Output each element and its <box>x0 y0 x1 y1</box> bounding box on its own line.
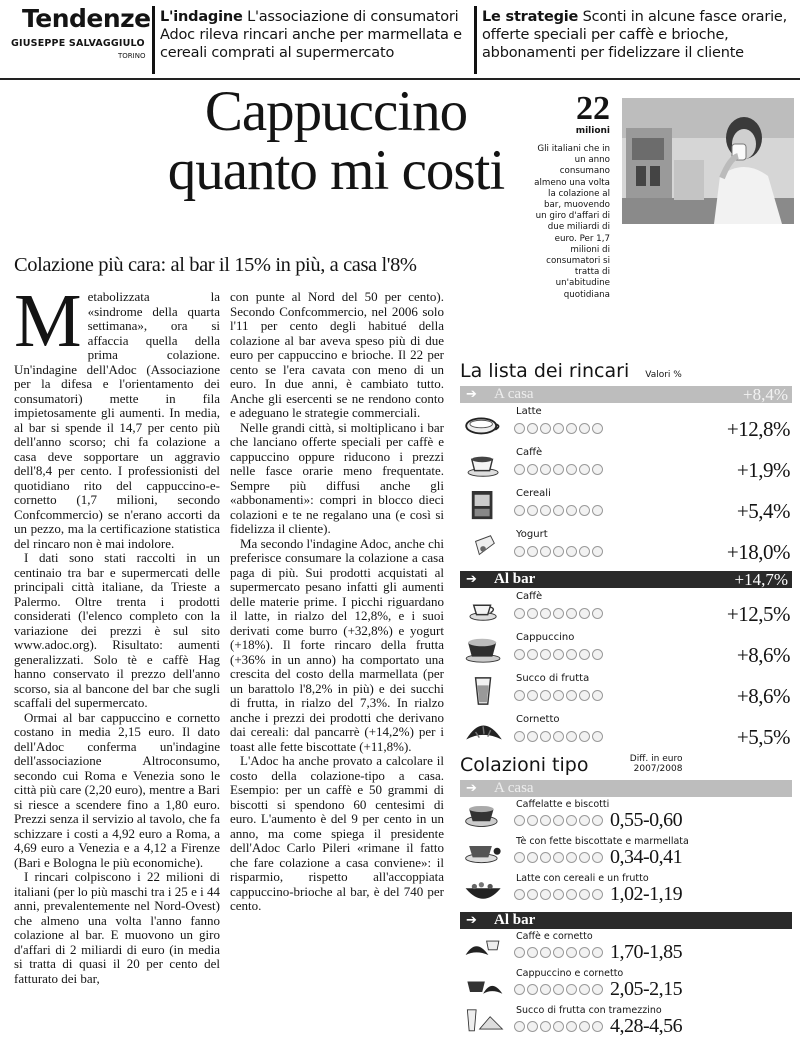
dot <box>592 1021 603 1032</box>
dot <box>514 546 525 557</box>
dot <box>540 464 551 475</box>
rincaro-item <box>460 485 792 526</box>
dot <box>566 984 577 995</box>
dot <box>527 852 538 863</box>
article-paragraph: I rincari colpiscono i 22 milioni di italiani (per lo più maschi tra i 25 e i 44 anni, prevalentemente nel Nord-Ovest) che almeno una volta l'anno fanno colazione al bar. E muovono un giro d'affari di 2 miliardi di euro (in media si tratta di quasi il 20 per cento del fatturato dei bar, <box>14 869 220 986</box>
rating-dots <box>514 1021 603 1032</box>
dot <box>527 984 538 995</box>
dot <box>566 815 577 826</box>
dot <box>566 947 577 958</box>
dot <box>566 690 577 701</box>
dot <box>553 1021 564 1032</box>
colazioni-unit: Diff. in euro 2007/2008 <box>629 754 683 774</box>
dot <box>579 947 590 958</box>
dot <box>592 464 603 475</box>
dot <box>540 690 551 701</box>
dot <box>566 649 577 660</box>
dot <box>514 505 525 516</box>
dot <box>592 608 603 619</box>
colazione-item-name: Caffè e cornetto <box>516 931 593 942</box>
dot <box>527 649 538 660</box>
rincaro-item-name: Caffè <box>516 447 543 458</box>
teaser-strategie <box>482 8 794 62</box>
stat-unit: milioni <box>575 126 610 136</box>
dot <box>592 815 603 826</box>
dot <box>540 731 551 742</box>
dot <box>553 947 564 958</box>
rincaro-item-value: +5,5% <box>736 725 790 749</box>
dot <box>514 889 525 900</box>
dot <box>514 690 525 701</box>
dot <box>592 690 603 701</box>
cappuccino-croissant-icon <box>462 971 506 999</box>
rincaro-item-name: Cappuccino <box>516 632 575 643</box>
dot <box>514 649 525 660</box>
rincaro-item <box>460 526 792 567</box>
colazione-item <box>460 871 792 908</box>
paragraph-text: etabolizzata la «sindrome della quarta settimana», ora si affaccia quella della prima colazione. Un'indagine dell'Adoc (Associazione per la difesa e l'orientamento dei consumatori) mette in fila impietosamente gli aumenti. In media, al bar si spende il 14,7 per cento più dell'anno scorso; chi fa colazione a casa deve sopportare un aggravio dell'8,4 per cento. I professionisti del quotidiano rito del cappuccino-e-cornetto (1,7 milioni, secondo Confcommercio) se n'erano accorti da un pezzo, ma la certificazione statistica del rincaro non è mai indolore. <box>14 289 220 551</box>
rincari-title <box>460 360 792 382</box>
rincaro-item-name: Latte <box>516 406 542 417</box>
tea-cup-icon <box>462 839 506 867</box>
rincaro-item-value: +8,6% <box>736 643 790 667</box>
teaser-indagine-text: L'associazione di consumatori Adoc rileva rincari anche per marmellata e cereali comprati al supermercato <box>160 9 462 61</box>
colazione-item <box>460 1003 792 1040</box>
dot <box>592 423 603 434</box>
colazione-item-value: 1,70-1,85 <box>610 941 683 963</box>
dot <box>579 546 590 557</box>
rincari-unit: Valori % <box>645 370 682 380</box>
stat-description: Gli italiani che in un anno consumano almeno una volta la colazione al bar, muovendo un giro d'affari di due miliardi di euro. Per 1,7 milioni di consumatori si tratta di un'abitudine quotidiana <box>534 144 610 300</box>
rating-dots <box>514 731 603 742</box>
rincari-bar-bar <box>460 571 792 588</box>
dot <box>527 546 538 557</box>
colazione-item-name: Latte con cereali e un frutto <box>516 873 649 884</box>
article-paragraph: con punte al Nord del 50 per cento). Secondo Confcommercio, nel 2006 solo l'11 per cento degli habitué della colazione al bar aveva speso più di due euro per cappuccino e brioche. Il 22 per cento se l'era cavata con meno di un euro. In due anni, è cambiato tutto. Anche gli esercenti se ne rendono conto e adeguano le strategie commerciali. <box>230 289 444 420</box>
dot <box>592 852 603 863</box>
dot <box>553 852 564 863</box>
headline-line2: quanto mi costi <box>167 139 505 202</box>
section-title: Tendenze <box>22 4 151 33</box>
colazione-item <box>460 797 792 834</box>
article-paragraph <box>14 279 220 551</box>
section-header <box>0 0 152 72</box>
dot <box>566 608 577 619</box>
coffee-cup-icon <box>462 450 506 480</box>
dot <box>553 690 564 701</box>
teaser-strategie-text: Sconti in alcune fasce orarie, offerte speciali per caffè e brioche, abbonamenti per fidelizzare il cliente <box>482 9 788 61</box>
dot <box>540 608 551 619</box>
dot <box>579 505 590 516</box>
rincaro-item-value: +12,5% <box>726 602 790 626</box>
dot <box>553 546 564 557</box>
dot <box>553 649 564 660</box>
yogurt-icon <box>462 532 506 562</box>
dot <box>527 464 538 475</box>
rating-dots <box>514 947 603 958</box>
dot <box>527 947 538 958</box>
dot <box>566 505 577 516</box>
dot <box>514 947 525 958</box>
caffelatte-icon <box>462 802 506 830</box>
dot <box>579 1021 590 1032</box>
rincari-casa-label: A casa <box>494 386 534 402</box>
dot <box>579 464 590 475</box>
colazione-item-value: 2,05-2,15 <box>610 978 683 1000</box>
rincari-casa-bar <box>460 386 792 403</box>
dot <box>592 731 603 742</box>
rincaro-item <box>460 629 792 670</box>
dot <box>592 984 603 995</box>
colazioni-bar-label: Al bar <box>494 912 536 928</box>
dot <box>553 464 564 475</box>
article-paragraph: Ormai al bar cappuccino e cornetto costano in media 2,15 euro. Il dato dell'Adoc conferma un'indagine dell'associazione Altroconsumo, secondo cui Roma e Venezia sono le città più care (2,20 euro), mentre a Bari si riesce a scendere fino a 1,80 euro. Prezzi senza il servizio al tavolo, che fa schizzare i costi a 4,92 euro a Roma, a 4,69 euro a Venezia e a 4,12 a Firenze (Bari e Bologna le più economiche). <box>14 709 220 870</box>
dot <box>553 889 564 900</box>
cappuccino-cup-icon <box>462 635 506 665</box>
rincaro-item-value: +5,4% <box>736 499 790 523</box>
colazioni-casa-label: A casa <box>494 780 534 796</box>
colazione-item-name: Succo di frutta con tramezzino <box>516 1005 662 1016</box>
rincari-title-text: La lista dei rincari <box>460 360 630 382</box>
dot <box>553 815 564 826</box>
banner-divider <box>152 6 155 74</box>
coffee-croissant-icon <box>462 934 506 962</box>
dot <box>592 649 603 660</box>
dot <box>566 423 577 434</box>
rating-dots <box>514 690 603 701</box>
rincari-casa-total: +8,4% <box>743 385 788 404</box>
dot <box>540 649 551 660</box>
article-paragraph: Nelle grandi città, si moltiplicano i bar che lanciano offerte speciali per caffè e cappuccino oppure riducono i prezzi nelle fasce orarie meno frequentate. Sempre più diffusi anche gli «abbonamenti»: compri in blocco dieci colazioni e te ne regalano una (e così si fidelizza il cliente). <box>230 419 444 536</box>
dot <box>540 423 551 434</box>
rincaro-item <box>460 711 792 752</box>
dot <box>514 608 525 619</box>
dot <box>579 852 590 863</box>
rating-dots <box>514 608 603 619</box>
rincaro-item-name: Caffè <box>516 591 543 602</box>
croissant-icon <box>462 717 506 747</box>
rincaro-item-name: Cereali <box>516 488 551 499</box>
juice-sandwich-icon <box>462 1008 506 1036</box>
dot <box>540 815 551 826</box>
dot <box>514 1021 525 1032</box>
rating-dots <box>514 852 603 863</box>
dot <box>592 889 603 900</box>
dot <box>540 984 551 995</box>
dot <box>566 889 577 900</box>
dot <box>566 1021 577 1032</box>
banner-divider <box>474 6 477 74</box>
colazione-item-name: Cappuccino e cornetto <box>516 968 624 979</box>
dot <box>579 815 590 826</box>
rincaro-item-name: Succo di frutta <box>516 673 590 684</box>
dot <box>527 1021 538 1032</box>
rincaro-item-value: +8,6% <box>736 684 790 708</box>
dot <box>514 815 525 826</box>
dot <box>592 546 603 557</box>
article-paragraph: L'Adoc ha anche provato a calcolare il costo della colazione-tipo a casa. Esempio: per un caffè e 50 grammi di biscotti si spendono 60 centesimi di euro. L'aumento è del 9 per cento in un anno, ma come spiega il presidente dell'Adoc Carlo Pileri «rimane il fatto che fare colazione a casa conviene»: il risparmio, rispetto all'accoppiata cappuccino-brioche al bar, è del 740 per cento. <box>230 753 444 913</box>
dot <box>553 731 564 742</box>
dot <box>579 690 590 701</box>
subheadline: Colazione più cara: al bar il 15% in più, a casa l'8% <box>14 254 417 276</box>
dot <box>566 546 577 557</box>
colazione-item-value: 4,28-4,56 <box>610 1015 683 1037</box>
dot <box>579 731 590 742</box>
dot <box>592 505 603 516</box>
colazione-item <box>460 966 792 1003</box>
stat-number: 22 <box>576 90 610 127</box>
article-paragraph: Ma secondo l'indagine Adoc, anche chi preferisce consumare la colazione a casa paga di più. Sui prodotti acquistati al supermercato pesano infatti gli aumenti delle materie prime. I picchi riguardano il latte, in rialzo del 12,8%, e i suoi derivati come burro (+32,8%) e yogurt (+18%). Il forte rincaro della frutta (+36% in un anno) ha comportato una crescita del costo della marmellata (per un barattolo l'8,2% in più) e dei succhi di frutta, in rialzo del 7,3%. In rialzo anche i prezzi dei prodotti che derivano dai cereali: dal pancarrè (+14,2%) per i toast alle fette biscottate (+11,8%). <box>230 535 444 754</box>
rating-dots <box>514 423 603 434</box>
dot <box>592 947 603 958</box>
dot <box>553 423 564 434</box>
colazioni-bar-bar <box>460 912 792 929</box>
dot <box>579 649 590 660</box>
dot <box>527 815 538 826</box>
colazione-item-value: 1,02-1,19 <box>610 883 683 905</box>
rincaro-item <box>460 670 792 711</box>
rincaro-item <box>460 588 792 629</box>
article-paragraph: I dati sono stati raccolti in un centinaio tra bar e supermercati delle principali città italiane, da Trieste a Palermo. Oltre trenta i prodotti considerati (l'elenco completo con la variazione dei prezzi è sul sito www.adoc.org). Risultato: aumenti generalizzati. Solo tè e caffè Hag hanno conservato il prezzo dell'anno scorso, sia al bancone del bar che sugli scaffali del supermercato. <box>14 550 220 710</box>
article-column-1 <box>14 279 220 986</box>
dot <box>540 852 551 863</box>
colazione-item-name: Caffelatte e biscotti <box>516 799 610 810</box>
rating-dots <box>514 649 603 660</box>
dot <box>514 852 525 863</box>
rincaro-item-name: Yogurt <box>516 529 548 540</box>
dot <box>540 947 551 958</box>
cereal-box-icon <box>462 491 506 521</box>
rincari-bar-total: +14,7% <box>734 570 788 589</box>
rating-dots <box>514 984 603 995</box>
dot <box>579 889 590 900</box>
dot <box>514 464 525 475</box>
arrow-right-icon: ➔ <box>466 913 477 928</box>
rating-dots <box>514 889 603 900</box>
dot <box>527 608 538 619</box>
colazione-item-name: Tè con fette biscottate e marmellata <box>516 836 689 847</box>
dot <box>579 984 590 995</box>
rincaro-item <box>460 444 792 485</box>
rincaro-item-name: Cornetto <box>516 714 560 725</box>
stat-box <box>532 90 610 301</box>
dot <box>579 423 590 434</box>
dot <box>553 984 564 995</box>
author-city: TORINO <box>118 52 146 60</box>
rating-dots <box>514 505 603 516</box>
colazione-item-value: 0,34-0,41 <box>610 846 683 868</box>
dot <box>553 608 564 619</box>
espresso-cup-icon <box>462 594 506 624</box>
headline <box>150 82 522 200</box>
article-column-2 <box>230 290 444 914</box>
drop-cap: M <box>14 279 82 363</box>
price-sidebar <box>460 360 792 1040</box>
teaser-indagine-label: L'indagine <box>160 9 243 25</box>
dot <box>514 731 525 742</box>
rincaro-item-value: +12,8% <box>726 417 790 441</box>
bar-photo <box>622 98 794 224</box>
colazioni-title-text: Colazioni tipo <box>460 754 589 776</box>
dot <box>540 1021 551 1032</box>
dot <box>527 889 538 900</box>
arrow-right-icon: ➔ <box>466 572 477 587</box>
teaser-strategie-label: Le strategie <box>482 9 579 25</box>
rincaro-item-value: +1,9% <box>736 458 790 482</box>
rincari-bar-label: Al bar <box>494 571 536 587</box>
dot <box>527 690 538 701</box>
colazioni-title <box>460 754 792 776</box>
dot <box>540 889 551 900</box>
dot <box>527 423 538 434</box>
dot <box>579 608 590 619</box>
rincaro-item <box>460 403 792 444</box>
dot <box>566 464 577 475</box>
dot <box>540 546 551 557</box>
cereal-bowl-icon <box>462 876 506 904</box>
headline-line1: Cappuccino <box>204 80 468 143</box>
arrow-right-icon: ➔ <box>466 781 477 796</box>
dot <box>566 852 577 863</box>
rating-dots <box>514 464 603 475</box>
teaser-indagine <box>160 8 470 62</box>
dot <box>527 731 538 742</box>
juice-glass-icon <box>462 676 506 706</box>
colazione-item <box>460 929 792 966</box>
dot <box>514 423 525 434</box>
dot <box>553 505 564 516</box>
rating-dots <box>514 546 603 557</box>
colazioni-casa-bar <box>460 780 792 797</box>
rating-dots <box>514 815 603 826</box>
author-name: GIUSEPPE SALVAGGIULO <box>11 38 145 49</box>
colazione-item-value: 0,55-0,60 <box>610 809 683 831</box>
rincaro-item-value: +18,0% <box>726 540 790 564</box>
dot <box>566 731 577 742</box>
milk-cup-icon <box>462 409 506 439</box>
colazione-item <box>460 834 792 871</box>
dot <box>527 505 538 516</box>
dot <box>514 984 525 995</box>
dot <box>540 505 551 516</box>
arrow-right-icon: ➔ <box>466 387 477 402</box>
